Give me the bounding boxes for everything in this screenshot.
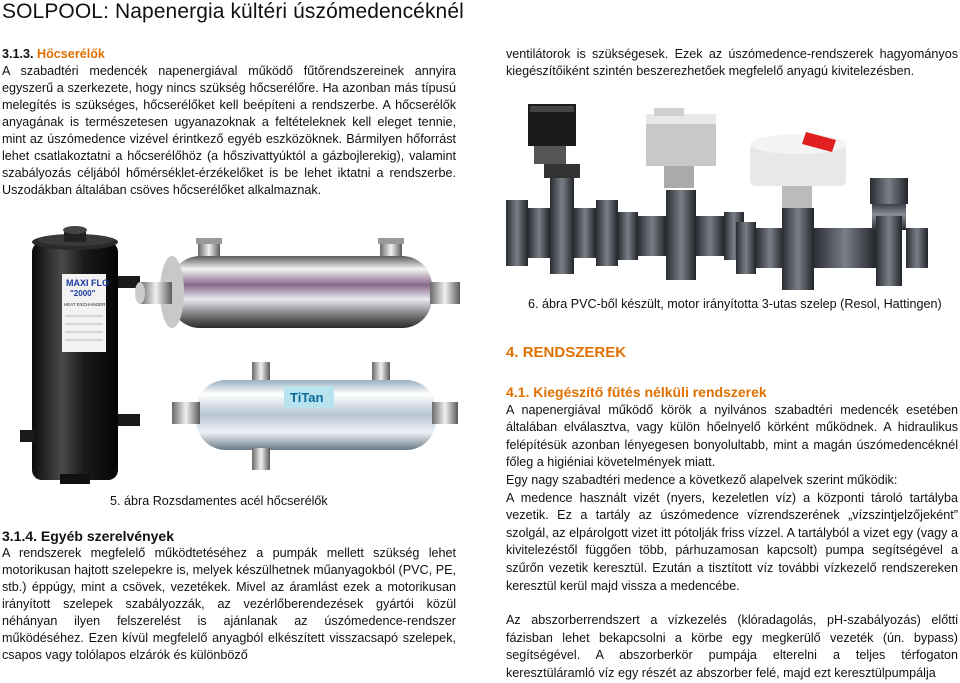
section-3-1-3-heading [2,46,456,63]
upper-steel-heat-exchanger [135,238,460,328]
section-title: Kiegészítő fűtés nélküli rendszerek [533,384,767,400]
right-intro [506,46,958,80]
section-number: 3.1.3. [2,47,34,61]
titan-logo: TiTan [290,390,324,405]
page-title: SOLPOOL: Napenergia kültéri úszómedencéknél [2,0,464,23]
section-3-1-4-text: A rendszerek megfelelő működtetéséhez a pumpák mellett szükség lehet motorikusan hajtott szelepekre is, melyek készülhetnek műanyagokból (PVC, PE, stb.) éppúgy, mint a csövek, vezetékek. Mivel az áramlást ezek a motorikusan irányított szelepek szabályozzák, az vezérlőberendezések gyártói közül néhányan ilyen felszerelést is ajánlanak az úszómedence-rendszer működéséhez. Ezen kívül megfelelő anyagból elkészített visszacsapó szelepek, csapos vagy tolólapos elzárók és különböző [2,546,456,662]
section-title: Hőcserélők [37,47,105,61]
chapter-number: 4. [506,344,519,361]
heat-exchangers-image [20,212,460,494]
figure-6-caption: 6. ábra PVC-ből készült, motor irányította 3-utas szelep (Resol, Hattingen) [528,297,942,311]
section-4-1-paragraph-2: Egy nagy szabadtéri medence a következő alapelvek szerint működik: [506,472,898,487]
left-motor-valve [506,104,618,274]
lower-titan-heat-exchanger [172,362,458,470]
right-intro-text: ventilátorok is szükségesek. Ezek az úszómedence-rendszerek hagyományos kiegészítőiként szintén beszerezhetőek megfelelő anyagú kivitelezésben. [506,47,958,78]
three-way-valves-image [506,104,946,290]
middle-motor-valve [618,108,744,280]
section-4-1-paragraph-1: A napenergiával működő körök a nyilvános szabadtéri medencék esetében általában elválasztva, vagy külön hőelnyelő körként működnek. A hidraulikus felépítésük azonban lényegesen bonyolultabb, mint a magán úszómedencéknél főleg a higiéniai követelmények miatt. [506,402,958,470]
section-3-1-3-text: A szabadtéri medencék napenergiával működő fűtőrendszereinek annyira egyszerű a szerkezete, hogy nincs szükség hőcserélőre. Ha azonban más típusú melegítés is szükséges, hőcserélőket kell beépíteni a rendszerbe. A hőcserélők anyagának is természetesen ugyanazoknak a feltételeknek kell eleget tennie, mint az úszómedence vizével érintkező egyéb eszközöknek. Bármilyen hőforrást lehet csatlakoztatni a hőcserélőhöz (a hőszivattyúktól a gázbojlerekig), valamint szabályozás céljából hőmérséklet-érzékelőket is be lehet iktatni a rendszerbe. Uszodákban általában csöves hőcserélőket alkalmaznak. [2,64,456,197]
section-4-1-paragraph-3: A medence használt vizét (nyers, kezeletlen víz) a központi tároló tartályba vezetik. Ez a tartály az úszómedence vízrendszerének „vízszintjelzőjeként” szolgál, az elpárolgott vizet itt pótolják friss vízzel. A tartályból a vizet egy (vagy a kivitelezéstől függően több, párhuzamosan kapcsolt) pumpa segítségével a szűrőn vezetik keresztül. Ezután a tisztított víz további vízkezelő rendszereken keresztül kerül majd vissza a medencébe. [506,490,958,593]
section-number: 3.1.4. [2,528,38,544]
tank-sub-label: HEAT EXCHANGER [64,302,106,307]
tank-model-label: "2000" [70,289,96,298]
section-title: Egyéb szerelvények [40,528,175,544]
section-number: 4.1. [506,384,530,400]
right-motor-valve [736,132,928,290]
section-3-1-4 [2,528,456,664]
chapter-title: RENDSZEREK [522,344,627,361]
maxi-flo-tank [20,226,140,484]
section-4-1 [506,384,958,683]
section-3-1-4-heading [2,528,456,545]
tank-brand-label: MAXI FLO [66,278,109,288]
chapter-4-heading [506,344,626,361]
section-3-1-3 [2,46,456,199]
section-4-1-paragraph-4: Az abszorberrendszert a vízkezelés (klóradagolás, pH-szabályozás) előtti fázisban lehet bekapcsolni a körbe egy megkerülő vezeték (ún. bypass) segítségével. A abszorberkör pumpája elterelni a teljes térfogaton keresztüláramló víz egy részét az abszorber felé, majd ezt keresztülpumpálja [506,613,958,680]
figure-5-caption: 5. ábra Rozsdamentes acél hőcserélők [110,494,328,508]
section-4-1-heading [506,384,958,402]
